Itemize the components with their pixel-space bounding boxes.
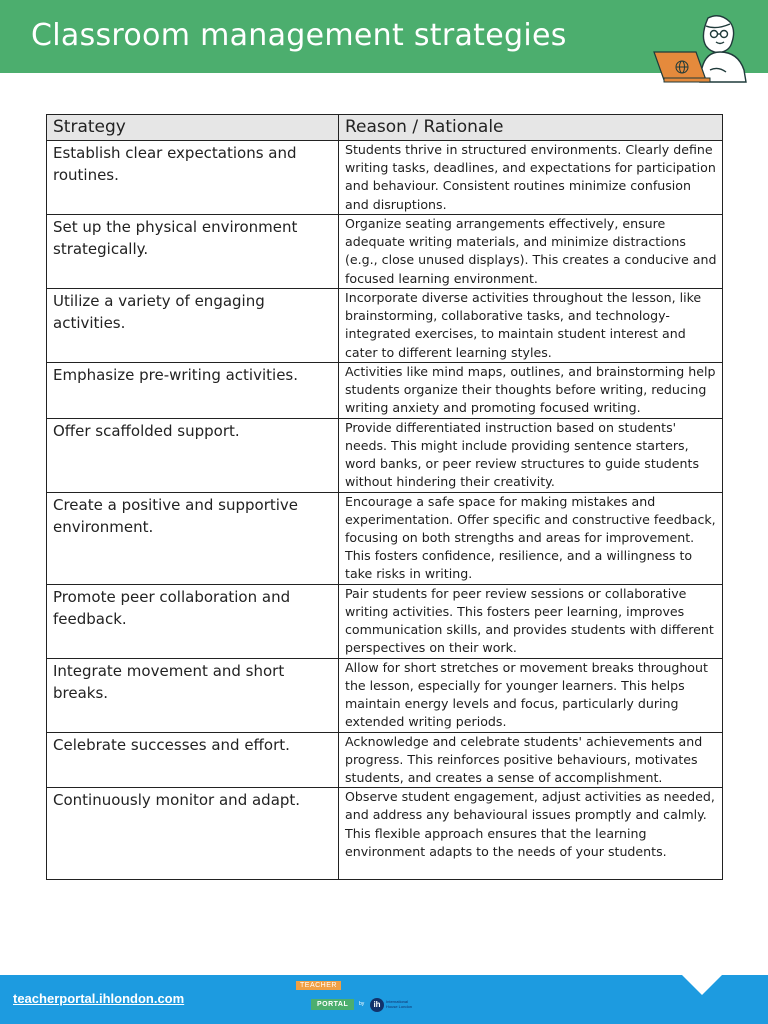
table-row (47, 584, 723, 658)
table-row (47, 732, 723, 788)
table-row (47, 492, 723, 584)
reason-cell: Pair students for peer review sessions or collaborative writing activities. This fosters peer learning, improves communication skills, and provides students with different perspectives on their work. (339, 584, 723, 658)
column-header-reason: Reason / Rationale (339, 115, 723, 141)
logo-portal-label: PORTAL (311, 999, 354, 1010)
ih-logo-text: International House London (386, 999, 413, 1009)
strategy-cell: Utilize a variety of engaging activities. (47, 289, 339, 363)
strategy-cell: Celebrate successes and effort. (47, 732, 339, 788)
reason-cell: Activities like mind maps, outlines, and brainstorming help students organize their thoughts before writing, reducing writing anxiety and promoting focused writing. (339, 363, 723, 419)
ih-logo-icon: ih (370, 998, 384, 1012)
reason-cell: Provide differentiated instruction based on students' needs. This might include providing sentence starters, word banks, or peer review structures to guide students without hindering their creativity. (339, 418, 723, 492)
logo-by-label: by (359, 1001, 365, 1007)
table-row (47, 658, 723, 732)
footer-notch (682, 975, 722, 995)
reason-cell: Encourage a safe space for making mistakes and experimentation. Offer specific and constructive feedback, focusing on both strengths and areas for improvement. This fosters confidence, resilience, and a willingness to take risks in writing. (339, 492, 723, 584)
reason-cell: Observe student engagement, adjust activities as needed, and address any behavioural issues promptly and calmly. This flexible approach ensures that the learning environment adapts to the needs of your students. (339, 788, 723, 880)
table-row (47, 289, 723, 363)
strategy-cell: Set up the physical environment strategically. (47, 215, 339, 289)
table-row (47, 788, 723, 880)
strategy-cell: Emphasize pre-writing activities. (47, 363, 339, 419)
strategy-cell: Integrate movement and short breaks. (47, 658, 339, 732)
strategy-cell: Promote peer collaboration and feedback. (47, 584, 339, 658)
strategy-cell: Establish clear expectations and routines. (47, 141, 339, 215)
reason-cell: Allow for short stretches or movement breaks throughout the lesson, especially for younger learners. This helps maintain energy levels and focus, particularly during extended writing periods. (339, 658, 723, 732)
header-banner (0, 0, 768, 73)
teacher-laptop-illustration (650, 12, 750, 84)
column-header-strategy: Strategy (47, 115, 339, 141)
strategy-cell: Offer scaffolded support. (47, 418, 339, 492)
reason-cell: Organize seating arrangements effectively, ensure adequate writing materials, and minimize distractions (e.g., close unused displays). This creates a conducive and focused learning environment. (339, 215, 723, 289)
teacher-portal-link[interactable]: teacherportal.ihlondon.com (13, 991, 185, 1006)
reason-cell: Students thrive in structured environments. Clearly define writing tasks, deadlines, and expectations for participation and behaviour. Consistent routines minimize confusion and disruptions. (339, 141, 723, 215)
reason-cell: Incorporate diverse activities throughout the lesson, like brainstorming, collaborative tasks, and technology-integrated exercises, to maintain student interest and cater to different learning styles. (339, 289, 723, 363)
reason-cell: Acknowledge and celebrate students' achievements and progress. This reinforces positive behaviours, motivates students, and creates a sense of accomplishment. (339, 732, 723, 788)
table-header-row (47, 115, 723, 141)
table-row (47, 215, 723, 289)
strategies-table (46, 114, 723, 880)
table-row (47, 418, 723, 492)
teacher-portal-logo (296, 981, 420, 1015)
page-title: Classroom management strategies (31, 18, 567, 53)
table-row (47, 141, 723, 215)
logo-teacher-label: TEACHER (296, 981, 341, 990)
table-row (47, 363, 723, 419)
strategy-cell: Create a positive and supportive environment. (47, 492, 339, 584)
strategy-cell: Continuously monitor and adapt. (47, 788, 339, 880)
